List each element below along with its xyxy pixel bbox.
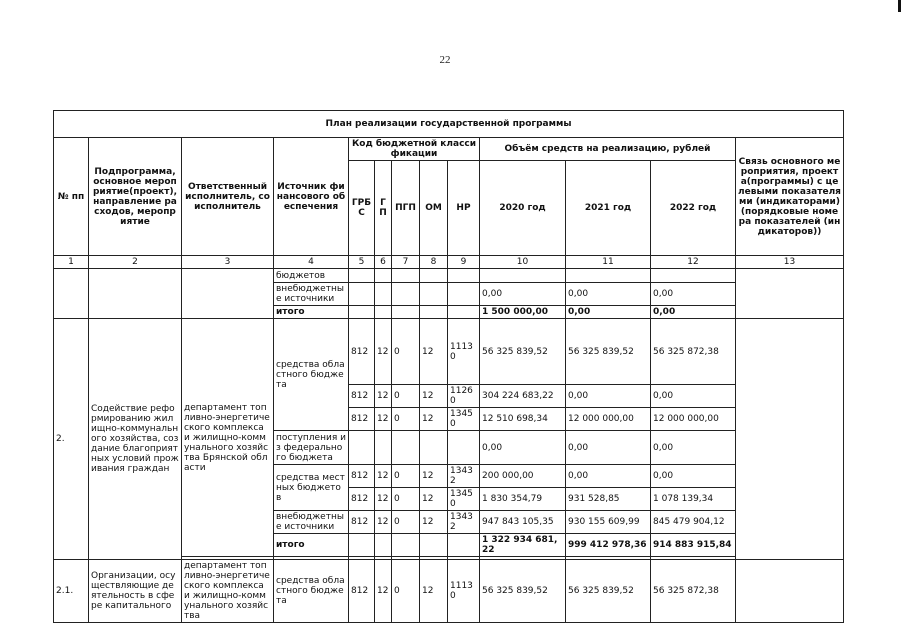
header-2021: 2021 год — [566, 161, 651, 256]
amount-2020: 56 325 839,52 — [480, 319, 566, 385]
amount-2022: 12 000 000,00 — [651, 408, 736, 431]
header-responsible: Ответственный исполнитель, соисполнитель — [182, 138, 274, 256]
table-title: План реализации государственной программы — [54, 111, 844, 138]
code-grbs: 812 — [349, 385, 375, 408]
amount-2021: 56 325 839,52 — [566, 560, 651, 623]
amount-2020: 200 000,00 — [480, 465, 566, 488]
code-grbs: 812 — [349, 511, 375, 534]
amount-2021: 0,00 — [566, 465, 651, 488]
cont-link-cell — [736, 269, 844, 319]
header-grbs: ГРБС — [349, 161, 375, 256]
col-number: 5 — [349, 256, 375, 269]
amount-2021: 931 528,85 — [566, 488, 651, 511]
col-number: 11 — [566, 256, 651, 269]
row2-total-2020: 1 322 934 681,22 — [480, 534, 566, 557]
row2-responsible: департамент топливно-энергетического комплекса и жилищно-коммунального хозяйства Брянской области — [182, 319, 274, 557]
code-pgp: 0 — [392, 385, 420, 408]
col-number: 9 — [448, 256, 480, 269]
code-nr: 13432 — [448, 511, 480, 534]
amount-2021: 0,00 — [566, 431, 651, 465]
row2-total-2021: 999 412 978,36 — [566, 534, 651, 557]
amount-2022: 0,00 — [651, 465, 736, 488]
header-budget-code: Код бюджетной классификации — [349, 138, 480, 161]
cont-source: бюджетов — [274, 269, 349, 283]
code-nr: 13450 — [448, 408, 480, 431]
scan-edge-mark — [898, 0, 901, 12]
header-num: № пп — [54, 138, 89, 256]
amount-2020: 56 325 839,52 — [480, 560, 566, 623]
code-om: 12 — [420, 408, 448, 431]
cont-2022: 0,00 — [651, 283, 736, 306]
code-grbs: 812 — [349, 319, 375, 385]
implementation-plan-table — [53, 110, 844, 623]
row2-subprogram: Содействие реформированию жилищно-коммунального хозяйства, создание благоприятных условий проживания граждан — [89, 319, 182, 560]
row2-total-2022: 914 883 915,84 — [651, 534, 736, 557]
col-number: 8 — [420, 256, 448, 269]
code-pgp: 0 — [392, 511, 420, 534]
code-nr: 11130 — [448, 319, 480, 385]
amount-2021: 12 000 000,00 — [566, 408, 651, 431]
cont-2021: 0,00 — [566, 283, 651, 306]
code-grbs: 812 — [349, 465, 375, 488]
code-pgp: 0 — [392, 488, 420, 511]
cont-2022 — [651, 269, 736, 283]
code-gp: 12 — [375, 511, 392, 534]
col-number: 7 — [392, 256, 420, 269]
cont-total-2020: 1 500 000,00 — [480, 306, 566, 319]
row2-local-source: средства местных бюджетов — [274, 465, 349, 511]
cont-total-2021: 0,00 — [566, 306, 651, 319]
code-nr: 13450 — [448, 488, 480, 511]
header-volume: Объём средств на реализацию, рублей — [480, 138, 736, 161]
col-number: 3 — [182, 256, 274, 269]
code-pgp: 0 — [392, 560, 420, 623]
amount-2021: 56 325 839,52 — [566, 319, 651, 385]
header-indicator-link: Связь основного мероприятия, проекта(программы) с целевыми показателями (индикаторами) (порядковые номера показателей (индикаторов)) — [736, 138, 844, 256]
amount-2020: 12 510 698,34 — [480, 408, 566, 431]
amount-2021: 930 155 609,99 — [566, 511, 651, 534]
amount-2020: 947 843 105,35 — [480, 511, 566, 534]
code-gp: 12 — [375, 408, 392, 431]
code-grbs: 812 — [349, 560, 375, 623]
code-gp: 12 — [375, 385, 392, 408]
code-pgp: 0 — [392, 408, 420, 431]
header-2020: 2020 год — [480, 161, 566, 256]
row21-source: средства областного бюджета — [274, 560, 349, 623]
amount-2022: 0,00 — [651, 385, 736, 408]
header-gp: ГП — [375, 161, 392, 256]
amount-2022: 845 479 904,12 — [651, 511, 736, 534]
row2-total-label: итого — [274, 534, 349, 557]
col-number: 4 — [274, 256, 349, 269]
col-number: 13 — [736, 256, 844, 269]
code-om: 12 — [420, 385, 448, 408]
amount-2020: 0,00 — [480, 431, 566, 465]
header-source: Источник финансового обеспечения — [274, 138, 349, 256]
cont-2020: 0,00 — [480, 283, 566, 306]
row2-regional-source: средства областного бюджета — [274, 319, 349, 431]
header-subprogram: Подпрограмма, основное мероприятие(проект), направление расходов, мероприятие — [89, 138, 182, 256]
cont-total-label: итого — [274, 306, 349, 319]
row21-num: 2.1. — [54, 560, 89, 623]
code-grbs: 812 — [349, 408, 375, 431]
cont-2020 — [480, 269, 566, 283]
row2-federal-source: поступления из федерального бюджета — [274, 431, 349, 465]
amount-2020: 1 830 354,79 — [480, 488, 566, 511]
code-gp: 12 — [375, 319, 392, 385]
header-om: ОМ — [420, 161, 448, 256]
col-number: 6 — [375, 256, 392, 269]
amount-2020: 304 224 683,22 — [480, 385, 566, 408]
cont-total-2022: 0,00 — [651, 306, 736, 319]
amount-2022: 56 325 872,38 — [651, 560, 736, 623]
code-gp: 12 — [375, 465, 392, 488]
code-om: 12 — [420, 511, 448, 534]
amount-2021: 0,00 — [566, 385, 651, 408]
code-om: 12 — [420, 465, 448, 488]
code-pgp: 0 — [392, 319, 420, 385]
col-number: 10 — [480, 256, 566, 269]
cont-num-cell — [54, 269, 89, 319]
cont-2021 — [566, 269, 651, 283]
amount-2022: 1 078 139,34 — [651, 488, 736, 511]
code-pgp: 0 — [392, 465, 420, 488]
amount-2022: 0,00 — [651, 431, 736, 465]
cont-responsible-cell — [182, 269, 274, 319]
page-number: 22 — [439, 54, 451, 66]
code-gp: 12 — [375, 488, 392, 511]
code-nr: 13432 — [448, 465, 480, 488]
code-om: 12 — [420, 319, 448, 385]
row2-link — [736, 319, 844, 560]
code-gp: 12 — [375, 560, 392, 623]
code-grbs: 812 — [349, 488, 375, 511]
row2-extra-source: внебюджетные источники — [274, 511, 349, 534]
code-nr: 11260 — [448, 385, 480, 408]
cont-subprogram-cell — [89, 269, 182, 319]
header-pgp: ПГП — [392, 161, 420, 256]
code-om: 12 — [420, 488, 448, 511]
header-nr: НР — [448, 161, 480, 256]
row21-responsible: департамент топливно-энергетического комплекса и жилищно-коммунального хозяйства — [182, 560, 274, 623]
row2-num: 2. — [54, 319, 89, 560]
col-number: 2 — [89, 256, 182, 269]
col-number: 12 — [651, 256, 736, 269]
header-2022: 2022 год — [651, 161, 736, 256]
code-om: 12 — [420, 560, 448, 623]
col-number: 1 — [54, 256, 89, 269]
code-nr: 11130 — [448, 560, 480, 623]
cont-source: внебюджетные источники — [274, 283, 349, 306]
row21-subprogram: Организации, осуществляющие деятельность в сфере капитального — [89, 560, 182, 623]
row21-link — [736, 560, 844, 623]
amount-2022: 56 325 872,38 — [651, 319, 736, 385]
